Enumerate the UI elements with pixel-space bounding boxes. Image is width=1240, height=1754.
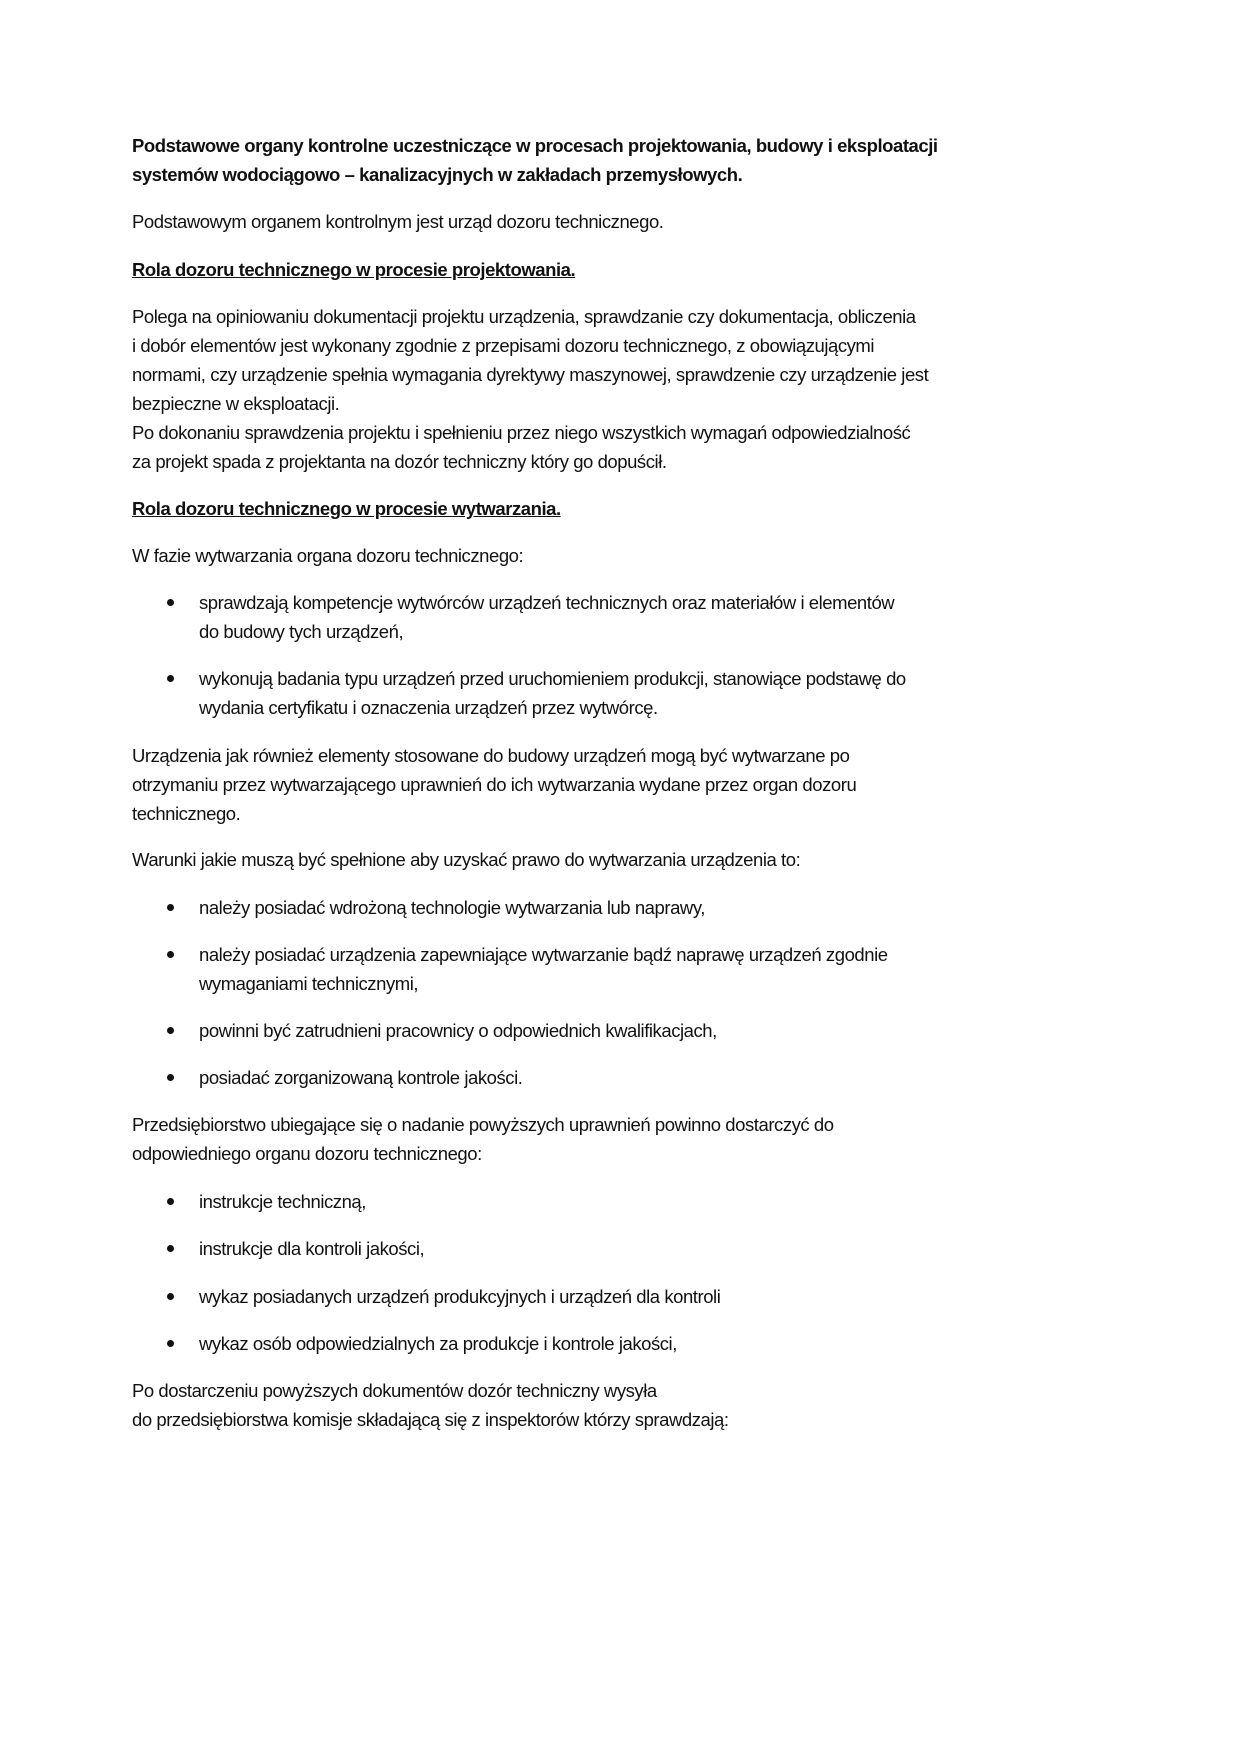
- text-line: Przedsiębiorstwo ubiegające się o nadanie powyższych uprawnień powinno dostarczyć do: [132, 1114, 834, 1135]
- list-item: [167, 1063, 1067, 1092]
- text-line: należy posiadać wdrożoną technologie wytwarzania lub naprawy,: [199, 897, 705, 918]
- list-item: [167, 1282, 1067, 1311]
- paragraph-conditions: [132, 845, 1032, 874]
- list-item: [167, 1187, 1067, 1216]
- text-line: należy posiadać urządzenia zapewniające wytwarzanie bądź naprawę urządzeń zgodnie: [199, 944, 888, 965]
- text-line: technicznego.: [132, 803, 241, 824]
- text-line: instrukcje techniczną,: [199, 1191, 366, 1212]
- text-line: otrzymaniu przez wytwarzającego uprawnień do ich wytwarzania wydane przez organ dozoru: [132, 774, 857, 795]
- text-line: i dobór elementów jest wykonany zgodnie z przepisami dozoru technicznego, z obowiązującymi: [132, 335, 875, 356]
- text-line: posiadać zorganizowaną kontrole jakości.: [199, 1067, 523, 1088]
- text-line: normami, czy urządzenie spełnia wymagania dyrektywy maszynowej, sprawdzenie czy urządzenie jest: [132, 364, 929, 385]
- section-heading-manufacturing: [132, 494, 1032, 523]
- text-line: instrukcje dla kontroli jakości,: [199, 1238, 425, 1259]
- text-line: sprawdzają kompetencje wytwórców urządzeń technicznych oraz materiałów i elementów: [199, 592, 895, 613]
- list-item: [167, 1329, 1067, 1358]
- bullet-icon: [167, 1245, 174, 1252]
- text-line: wymaganiami technicznymi,: [199, 973, 419, 994]
- text-line: wydania certyfikatu i oznaczenia urządzeń przez wytwórcę.: [199, 697, 658, 718]
- list-item: [167, 1016, 1067, 1045]
- bullet-icon: [167, 951, 174, 958]
- text-line: powinni być zatrudnieni pracownicy o odpowiednich kwalifikacjach,: [199, 1020, 717, 1041]
- bullet-icon: [167, 675, 174, 682]
- text-line: wykonują badania typu urządzeń przed uruchomieniem produkcji, stanowiące podstawę do: [199, 668, 906, 689]
- bullet-icon: [167, 1198, 174, 1205]
- list-item: [167, 893, 1067, 922]
- intro-paragraph: [132, 207, 1032, 236]
- text-line: bezpieczne w eksploatacji.: [132, 393, 340, 414]
- title-line: systemów wodociągowo – kanalizacyjnych w zakładach przemysłowych.: [132, 164, 743, 185]
- paragraph-devices: [132, 741, 1032, 828]
- text-line: do budowy tych urządzeń,: [199, 621, 404, 642]
- text-line: Urządzenia jak również elementy stosowane do budowy urządzeń mogą być wytwarzane po: [132, 745, 850, 766]
- bullet-icon: [167, 1293, 174, 1300]
- paragraph-commission: [132, 1376, 1032, 1434]
- text-line: Po dostarczeniu powyższych dokumentów dozór techniczny wysyła: [132, 1380, 657, 1401]
- text-line: Warunki jakie muszą być spełnione aby uzyskać prawo do wytwarzania urządzenia to:: [132, 849, 801, 870]
- bullet-icon: [167, 1027, 174, 1034]
- text-line: Podstawowym organem kontrolnym jest urząd dozoru technicznego.: [132, 211, 664, 232]
- text-line: do przedsiębiorstwa komisje składającą się z inspektorów którzy sprawdzają:: [132, 1409, 729, 1430]
- document-title: [132, 131, 1032, 189]
- bullet-icon: [167, 1074, 174, 1081]
- text-line: wykaz posiadanych urządzeń produkcyjnych i urządzeń dla kontroli: [199, 1286, 721, 1307]
- paragraph-design: [132, 302, 1032, 476]
- paragraph-manufacturing-intro: [132, 541, 1032, 570]
- heading-text: Rola dozoru technicznego w procesie projektowania.: [132, 259, 576, 280]
- text-line: W fazie wytwarzania organa dozoru technicznego:: [132, 545, 524, 566]
- text-line: odpowiedniego organu dozoru technicznego:: [132, 1143, 482, 1164]
- title-line: Podstawowe organy kontrolne uczestniczące w procesach projektowania, budowy i eksploatacji: [132, 135, 938, 156]
- paragraph-enterprise: [132, 1110, 1032, 1168]
- bullet-icon: [167, 904, 174, 911]
- heading-text: Rola dozoru technicznego w procesie wytwarzania.: [132, 498, 561, 519]
- section-heading-design: [132, 255, 1032, 284]
- text-line: za projekt spada z projektanta na dozór techniczny który go dopuścił.: [132, 451, 667, 472]
- bullet-icon: [167, 1340, 174, 1347]
- list-item: [167, 588, 1067, 646]
- text-line: Po dokonaniu sprawdzenia projektu i spełnieniu przez niego wszystkich wymagań odpowiedzialność: [132, 422, 911, 443]
- text-line: Polega na opiniowaniu dokumentacji projektu urządzenia, sprawdzanie czy dokumentacja, obliczenia: [132, 306, 916, 327]
- list-item: [167, 664, 1067, 722]
- list-item: [167, 1234, 1067, 1263]
- bullet-icon: [167, 599, 174, 606]
- text-line: wykaz osób odpowiedzialnych za produkcje i kontrole jakości,: [199, 1333, 677, 1354]
- list-item: [167, 940, 1067, 998]
